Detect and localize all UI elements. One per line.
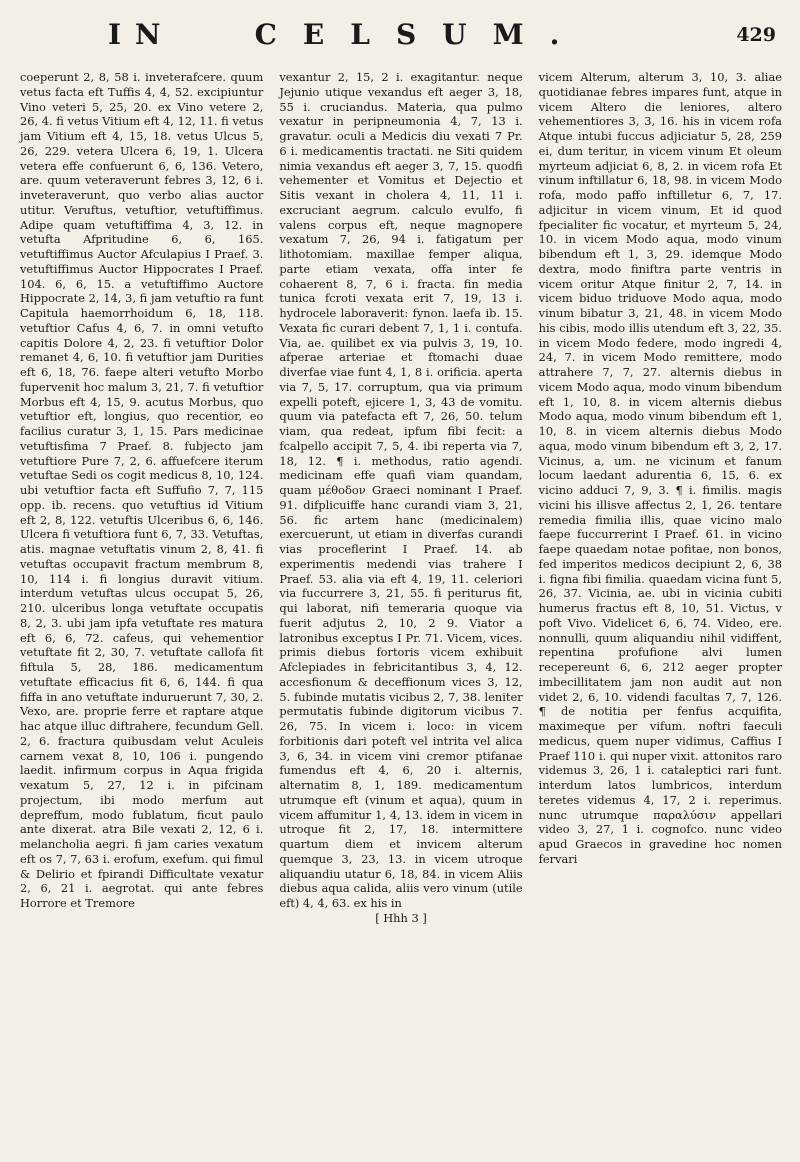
column-left-text: coeperunt 2, 8, 58 i. inveterafcere. quum vetus facta eft Tuffis 4, 4, 52. excipiuntur Vino veteri 5, 25, 20. ex Vino vetere 2, 26, 4. fi vetus Vitium eft 4, 12, 11. fi vetus jam Vitium eft 4, 15, 18. vetus Ulcus 5, 26, 229. vetera Ulcera 6, 19, 1. Ulcera vetera effe confuerunt 6, 6, 136. Vetero, are. quum veteraverunt febres 3, 12, 6 i. inveteraverunt, quo verbo alias auctor utitur. Veruftus, vetuftior, vetuftiffimus. Adipe quam vetuftiffima 4, 3, 12. in vetufta Afpritudine 6, 6, 165. vetuftiffimus Auctor Afculapius I Praef. 3. vetuftiffimus Auctor Hippocrates I Praef. 104. 6, 6, 15. a vetuftiffimo Auctore Hippocrate 2, 14, 3, fi jam vetuftio ra funt Capitula haemorrhoidum 6, 18, 118. vetuftior Cafus 4, 6, 7. in omni vetufto capitis Dolore 4, 2, 23. fi vetuftior Dolor remanet 4, 6, 10. fi vetuftior jam Durities eft 6, 18, 76. faepe alteri vetufto Morbo fupervenit hoc malum 3, 21, 7. fi vetuftior Morbus eft 4, 15, 9. acutus Morbus, quo vetuftior eft, longius, quo recentior, eo facilius curatur 3, 1, 15. Pars medicinae vetuftisfima 7 Praef. 8. fubjecto jam vetuftiore Pure 7, 2, 6. affuefcere iterum vetuftae Sedi os cogit medicus 8, 10, 124. ubi vetuftior facta eft Suffufio 7, 7, 115 opp. ib. recens. quo vetuftius id Vitium eft 2, 8, 122. vetuftis Ulceribus 6, 6, 146. Ulcera fi vetuftiora funt 6, 7, 33. Vetuftas, atis. magnae vetuftatis vinum 2, 8, 41. fi vetuftas occupavit fractum membrum 8, 10, 114 i. fi longius duravit vitium. interdum vetuftas ulcus occupat 5, 26, 210. ulceribus longa vetuftate occupatis 8, 2, 3. ubi jam ipfa vetuftate res matura eft 6, 6, 72. cafeus, qui vehementior vetuftate fit 2, 30, 7. vetuftate callofa fit fiftula 5, 28, 186. medicamentum vetuftate efficacius fit 6, 6, 144. fi qua fiffa in ano vetuftate induruerunt 7, 30, 2. Vexo, are. proprie ferre et raptare atque hac atque illuc diftrahere, fecundum Gell. 2, 6. fractura quibusdam velut Aculeis carnem vexat 8, 10, 106 i. pungendo laedit. infirmum corpus in Aqua frigida vexatum 5, 27, 12 i. in pifcinam projectum, ibi modo merfum aut depreffum, modo fublatum, ficut paulo ante dixerat. atra Bile vexati 2, 12, 6 i. melancholia aegri. fi jam caries vexatum eft os 7, 7, 63 i. erofum, exefum. qui fimul & Delirio et fpirandi Difficultate vexatur 2, 6, 21 i. aegrotat. qui ante febres Horrore et Tremore <box>20 70 264 910</box>
column-left <box>20 70 263 926</box>
index-columns <box>20 70 782 926</box>
column-right-text: vicem Alterum, alterum 3, 10, 3. aliae quotidianae febres impares funt, atque in vicem Altero die leniores, altero vehementiores 3, 3, 16. his in vicem rofa Atque intubi fuccus adjiciatur 5, 28, 259 ei, dum teritur, in vicem vinum Et oleum myrteum adjiciat 6, 8, 2. in vicem rofa Et vinum inftillatur 6, 18, 98. in vicem Modo rofa, modo paffo inftilletur 6, 7, 17. adjicitur in vicem vinum, Et id quod fpecialiter fic vocatur, et myrteum 5, 24, 10. in vicem Modo aqua, modo vinum bibendum eft 1, 3, 29. idemque Modo dextra, modo finiftra parte ventris in vicem oritur Atque finitur 2, 7, 14. in vicem biduo triduove Modo aqua, modo vinum bibatur 3, 21, 48. in vicem Modo his cibis, modo illis utendum eft 3, 22, 35. in vicem Modo federe, modo ingredi 4, 24, 7. in vicem Modo remittere, modo attrahere 7, 7, 27. alternis diebus in vicem Modo aqua, modo vinum bibendum eft 1, 10, 8. in vicem alternis diebus Modo aqua, modo vinum bibendum eft 1, 10, 8. in vicem alternis diebus Modo aqua, modo vinum bibendum eft 3, 2, 17. Vicinus, a, um. ne vicinum et fanum locum laedant adurentia 6, 15, 6. ex vicino adduci 7, 9, 3. ¶ i. fimilis. magis vicini his illisve affectus 2, 1, 26. tentare remedia fimilia illis, quae vicino malo faepe fuccurrerint I Praef. 61. in vicino faepe quaedam notae pofitae, non bonos, fed imperitos medicos decipiunt 2, 6, 38 i. figna fibi fimilia. quaedam vicina funt 5, 26, 37. Vicinia, ae. ubi in vicinia cubiti humerus fractus eft 8, 10, 51. Victus, v poft Vivo. Videlicet 6, 6, 74. Video, ere. nonnulli, quum aliquandiu nihil vidiffent, repentina profufione alvi lumen recepereunt 6, 6, 212 aeger propter imbecillitatem jam non audit aut non videt 2, 6, 10. videndi facultas 7, 7, 126. ¶ de notitia per fenfus acquifita, maximeque per vifum. noftri faeculi medicus, quem nuper vidimus, Caffius I Praef 110 i. qui nuper vixit. attonitos raro videmus 3, 26, 1 i. catalepticі rari funt. interdum latos lumbricos, interdum teretes videmus 4, 17, 2 i. reperimus. nunc utrumque παραλύσιν appellari video 3, 27, 1 i. cognofco. nunc video apud Graecos in gravedine hoc nomen fervari <box>538 70 782 866</box>
column-middle <box>279 70 522 926</box>
header-title: CELSUM. <box>254 18 586 51</box>
column-middle-text: vexantur 2, 15, 2 i. exagitantur. neque Jejunio utique vexandus eft aeger 3, 18, 55 i. cruciandus. Materia, qua pulmo vexatur in peripneumonia 4, 7, 13 i. gravatur. oculi a Medicis diu vexati 7 Pr. 6 i. medicamentis tractati. ne Siti quidem nimia vexandus eft aeger 3, 7, 15. quodfi vehementer et Vomitus et Dejectio et Sitis vexant in cholera 4, 11, 11 i. excruciant aegrum. calculo evulfo, fi valens corpus eft, neque magnopere vexatum 7, 26, 94 i. fatigatum per lithotomiam. maxillae femper aliqua, parte etiam vexata, offa inter fe cohaerent 8, 7, 6 i. fracta. fin media tunica fcroti vexata erit 7, 19, 13 i. hydrocele laboraverit: fynon. laefa ib. 15. Vexata fic curari debent 7, 1, 1 i. contufa. Via, ae. quilibet ex via pulvis 3, 19, 10. afperae arteriae et ftomachi duae diverfae viae funt 4, 1, 8 i. orificia. aperta via 7, 5, 17. corruptum, qua via primum expelli poteft, ejicere 1, 3, 43 de vomitu. quum via patefacta eft 7, 26, 50. telum viam, qua redeat, ipfum fibi fecit: a fcalpello accipit 7, 5, 4. ibi reperta via 7, 18, 12. ¶ i. methodus, ratio agendi. medicinam effe quafi viam quandam, quam μέθοδον Graeci nominant I Praef. 91. difplicuiffe hanc curandi viam 3, 21, 56. fic artem hanc (medicinalem) exercuerunt, ut etiam in diverfas curandi vias proceflerint I Praef. 14. ab experimentis medendi vias traherе I Praef. 53. alia via eft 4, 19, 11. celeriori via fuccurrere 3, 21, 55. fi periturus fit, qui laborat, nifi temeraria quoque via fuerit adjutus 2, 10, 2 9. Viator a latronibus exceptus I Pr. 71. Vicem, vices. primis diebus fortoris vicem exhibuit Afclepiades in febricitantibus 3, 4, 12. accesfionum & deceffionum vices 3, 12, 5. fubinde mutatis vicibus 2, 7, 38. leniter permutatis fubinde digitorum vicibus 7. 26, 75. In vicem i. loco: in vicem forbitionis dari poteft vel intrita vel alica 3, 6, 34. in vicem vini cremor ptifanae fumendus eft 4, 6, 20 i. alternis, alternatim 8, 1, 189. medicamentum utrumque eft (vinum et aqua), quum in vicem affumitur 1, 4, 13. idem in vicem in utroque fit 2, 17, 18. intermittere quartum diem et invicem alterum quemque 3, 23, 13. in vicem utroque aliquandiu utatur 6, 18, 84. in vicem Aliis diebus aqua calida, aliis vero vinum (utile eft) 4, 4, 63. ex his in <box>279 70 523 910</box>
running-header <box>20 8 782 64</box>
header-left-word: I N <box>108 18 163 51</box>
column-right <box>539 70 782 926</box>
page-number: 429 <box>736 24 776 46</box>
signature-mark: [ Hhh 3 ] <box>375 910 427 925</box>
